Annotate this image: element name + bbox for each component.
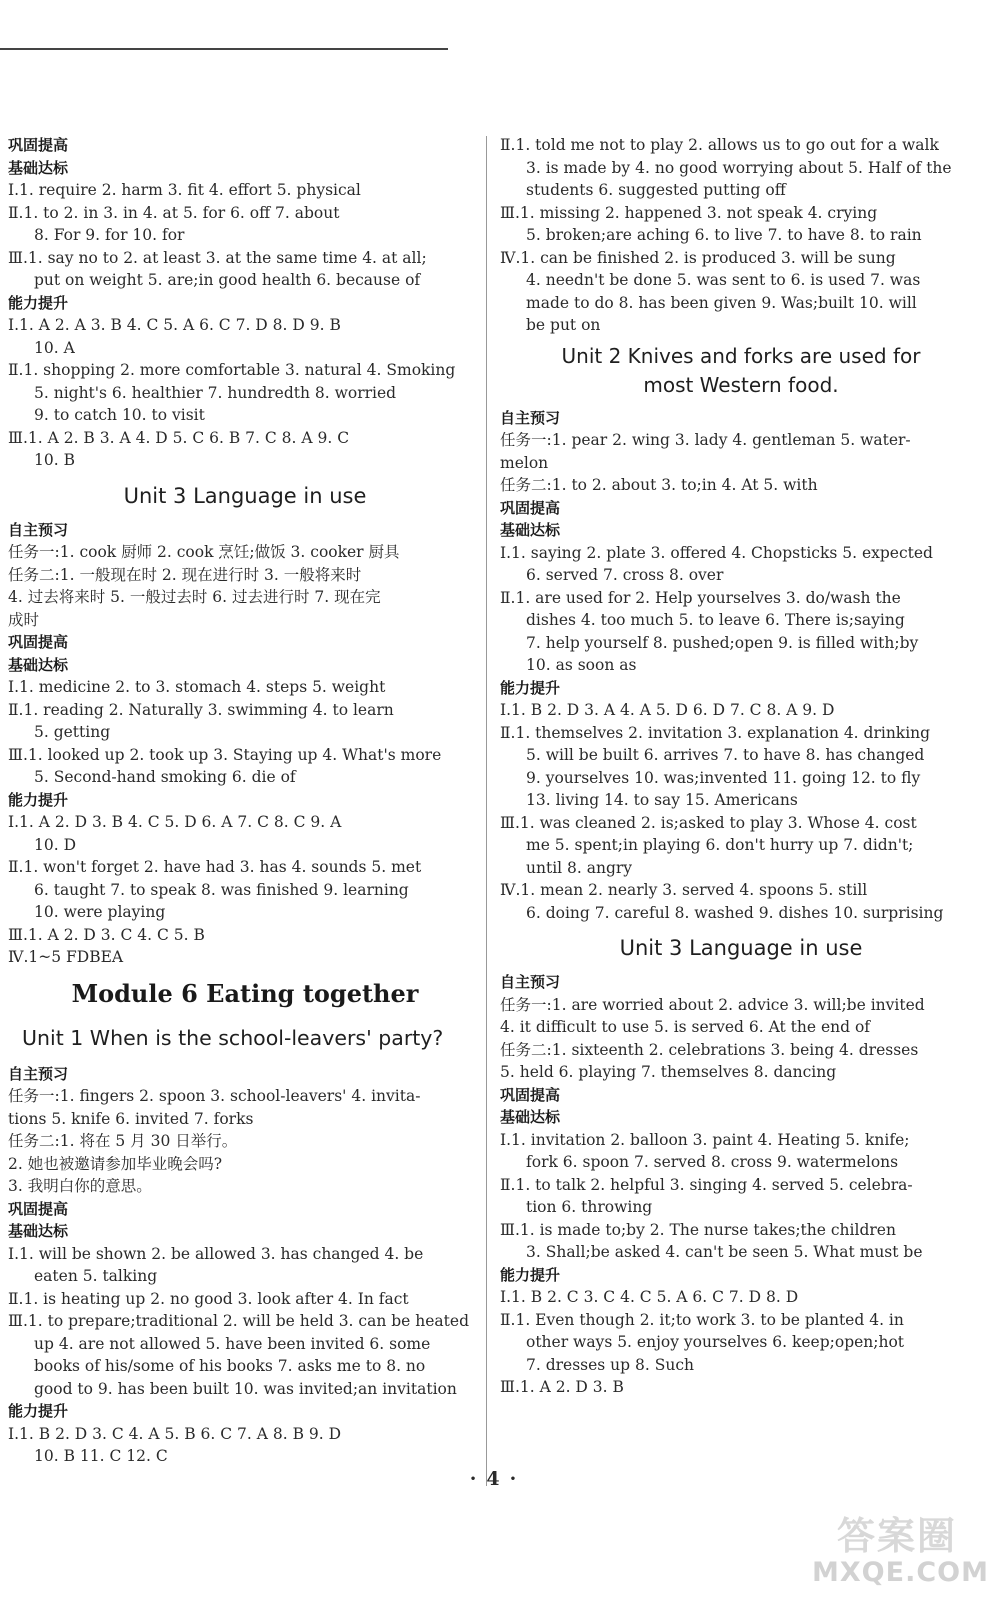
answer-line: 任务一:1. pear 2. wing 3. lady 4. gentleman 5. water-: [500, 431, 911, 449]
answer-line: Ⅰ.1. medicine 2. to 3. stomach 4. steps 5. weight: [8, 678, 386, 696]
unit-title-line: most Western food.: [643, 372, 839, 397]
watermark-site: MXQE.COM: [812, 1557, 989, 1588]
answer-line: Ⅱ.1. told me not to play 2. allows us to go out for a walk: [500, 136, 939, 154]
answer-line: 5. night's 6. healthier 7. hundredth 8. worried: [34, 383, 397, 402]
page-number-value: 4: [486, 1468, 510, 1490]
answer-line: fork 6. spoon 7. served 8. cross 9. watermelons: [526, 1153, 899, 1171]
answer-line: put on weight 5. are;in good health 6. because of: [34, 271, 421, 289]
answer-line: Ⅰ.1. A 2. A 3. B 4. C 5. A 6. C 7. D 8. D 9. B: [8, 316, 341, 334]
answer-line: 3. is made by 4. no good worrying about 5. Half of the: [526, 158, 952, 177]
answer-line: 8. For 9. for 10. for: [34, 226, 185, 244]
answer-line: Ⅱ.1. are used for 2. Help yourselves 3. do/wash the: [500, 588, 901, 607]
answer-line: made to do 8. has been given 9. Was;built 10. will: [526, 293, 917, 312]
answer-line: 6. doing 7. careful 8. washed 9. dishes 10. surprising: [526, 903, 944, 922]
answer-line: 任务二:1. sixteenth 2. celebrations 3. being 4. dresses: [500, 1040, 919, 1059]
answer-line: up 4. are not allowed 5. have been invited 6. some: [34, 1334, 431, 1353]
left-column: [8, 134, 482, 1468]
unit-title-line: Unit 2 Knives and forks are used for: [561, 343, 921, 368]
answer-line: Ⅱ.1. reading 2. Naturally 3. swimming 4. to learn: [8, 700, 394, 719]
section-subheading: 基础达标: [8, 1222, 69, 1240]
answer-line: Ⅰ.1. B 2. D 3. C 4. A 5. B 6. C 7. A 8. B 9. D: [8, 1424, 342, 1443]
page-number: ·4·: [469, 1468, 527, 1490]
section-subheading: 基础达标: [8, 655, 69, 674]
answer-line: Ⅲ.1. to prepare;traditional 2. will be held 3. can be heated: [8, 1312, 469, 1330]
answer-line: 5. Second-hand smoking 6. die of: [34, 768, 296, 786]
answer-line: Ⅲ.1. missing 2. happened 3. not speak 4. crying: [500, 203, 878, 222]
answer-line: 13. living 14. to say 15. Americans: [526, 791, 798, 809]
section-subheading: 能力提升: [500, 1265, 561, 1284]
unit-title: Unit 3 Language in use: [123, 483, 367, 508]
section-subheading: 基础达标: [500, 1108, 561, 1126]
answer-line: students 6. suggested putting off: [526, 181, 786, 199]
section-heading: 自主预习: [500, 408, 561, 427]
module-title: Module 6 Eating together: [71, 978, 419, 1008]
section-heading: 巩固提高: [8, 633, 69, 651]
answer-line: 4. 过去将来时 5. 一般过去时 6. 过去进行时 7. 现在完: [8, 588, 381, 606]
watermark: [812, 1505, 989, 1597]
section-subheading: 能力提升: [8, 790, 69, 809]
answer-line: eaten 5. talking: [34, 1267, 158, 1285]
answer-line: me 5. spent;in playing 6. don't hurry up 7. didn't;: [526, 836, 914, 854]
answer-line: Ⅳ.1. can be finished 2. is produced 3. will be sung: [500, 248, 896, 267]
answer-line: until 8. angry: [526, 858, 633, 877]
answer-line: Ⅱ.1. shopping 2. more comfortable 3. natural 4. Smoking: [8, 361, 456, 379]
answer-line: Ⅲ.1. is made to;by 2. The nurse takes;the children: [500, 1220, 896, 1239]
answer-line: 5. held 6. playing 7. themselves 8. dancing: [500, 1063, 837, 1081]
answer-line: 10. D: [34, 835, 77, 854]
answer-line: 10. A: [34, 338, 75, 357]
answer-line: books of his/some of his books 7. asks me to 8. no: [34, 1357, 426, 1375]
answer-line: 6. served 7. cross 8. over: [526, 566, 724, 584]
answer-line: 任务一:1. are worried about 2. advice 3. will;be invited: [500, 995, 925, 1014]
answer-line: 成时: [8, 610, 40, 629]
answer-line: 任务二:1. 一般现在时 2. 现在进行时 3. 一般将来时: [8, 565, 362, 584]
answer-line: 5. broken;are aching 6. to live 7. to have 8. to rain: [526, 226, 922, 244]
section-subheading: 基础达标: [500, 521, 561, 539]
answer-line: Ⅱ.1. is heating up 2. no good 3. look after 4. In fact: [8, 1289, 409, 1308]
answer-line: Ⅰ.1. A 2. D 3. B 4. C 5. D 6. A 7. C 8. C 9. A: [8, 813, 342, 831]
answer-line: Ⅲ.1. looked up 2. took up 3. Staying up 4. What's more: [8, 745, 442, 764]
column-divider: [486, 136, 487, 1486]
section-heading: 巩固提高: [500, 498, 561, 517]
answer-line: 10. B 11. C 12. C: [34, 1447, 168, 1465]
answer-line: good to 9. has been built 10. was invited;an invitation: [34, 1379, 457, 1398]
answer-line: Ⅰ.1. require 2. harm 3. fit 4. effort 5. physical: [8, 181, 361, 199]
answer-line: 10. were playing: [34, 903, 166, 921]
answer-line: be put on: [526, 316, 601, 334]
answer-line: Ⅱ.1. to 2. in 3. in 4. at 5. for 6. off 7. about: [8, 203, 340, 222]
section-heading: 自主预习: [8, 520, 69, 539]
answer-line: Ⅱ.1. themselves 2. invitation 3. explanation 4. drinking: [500, 723, 931, 742]
answer-line: 任务一:1. cook 厨师 2. cook 烹饪;做饭 3. cooker 厨具: [8, 543, 400, 561]
answer-line: 2. 她也被邀请参加毕业晚会吗?: [8, 1154, 223, 1173]
section-subheading: 能力提升: [8, 293, 69, 312]
answer-line: 3. Shall;be asked 4. can't be seen 5. What must be: [526, 1243, 923, 1261]
answer-line: 3. 我明白你的意思。: [8, 1177, 152, 1195]
section-subheading: 能力提升: [500, 678, 561, 697]
answer-line: Ⅰ.1. invitation 2. balloon 3. paint 4. Heating 5. knife;: [500, 1130, 910, 1149]
watermark-logo: 答案圈: [836, 1514, 957, 1558]
answer-line: Ⅳ.1. mean 2. nearly 3. served 4. spoons 5. still: [500, 881, 868, 899]
answer-line: 4. needn't be done 5. was sent to 6. is used 7. was: [526, 271, 921, 289]
section-heading: 巩固提高: [500, 1085, 561, 1104]
answer-line: 10. as soon as: [526, 656, 637, 674]
answer-line: 7. help yourself 8. pushed;open 9. is filled with;by: [526, 633, 919, 652]
answer-line: tion 6. throwing: [526, 1198, 653, 1216]
answer-line: 6. taught 7. to speak 8. was finished 9. learning: [34, 880, 409, 899]
unit-title: Unit 3 Language in use: [619, 936, 863, 960]
answer-line: 9. yourselves 10. was;invented 11. going 12. to fly: [526, 768, 921, 787]
section-heading: 巩固提高: [8, 1199, 69, 1218]
section-subheading: 基础达标: [8, 158, 69, 177]
answer-line: dishes 4. too much 5. to leave 6. There is;saying: [526, 611, 905, 629]
right-column: [500, 134, 982, 1399]
section-subheading: 能力提升: [8, 1402, 69, 1420]
answer-line: melon: [500, 453, 549, 472]
answer-line: Ⅰ.1. B 2. D 3. A 4. A 5. D 6. D 7. C 8. A 9. D: [500, 701, 835, 719]
answer-line: Ⅱ.1. won't forget 2. have had 3. has 4. sounds 5. met: [8, 858, 422, 876]
answer-line: 7. dresses up 8. Such: [526, 1355, 694, 1374]
answer-line: Ⅲ.1. A 2. B 3. A 4. D 5. C 6. B 7. C 8. A 9. C: [8, 428, 350, 447]
answer-line: Ⅲ.1. say no to 2. at least 3. at the same time 4. at all;: [8, 248, 427, 267]
answer-line: 5. will be built 6. arrives 7. to have 8. has changed: [526, 746, 925, 764]
answer-line: 9. to catch 10. to visit: [34, 406, 205, 424]
answer-line: Ⅰ.1. will be shown 2. be allowed 3. has changed 4. be: [8, 1244, 424, 1263]
answer-line: Ⅳ.1~5 FDBEA: [8, 948, 124, 966]
answer-line: 任务一:1. fingers 2. spoon 3. school-leavers' 4. invita-: [8, 1087, 421, 1105]
answer-line: tions 5. knife 6. invited 7. forks: [8, 1109, 254, 1128]
unit-title: Unit 1 When is the school-leavers' party?: [22, 1025, 444, 1050]
answer-line: 任务二:1. to 2. about 3. to;in 4. At 5. with: [500, 476, 818, 494]
answer-line: Ⅲ.1. A 2. D 3. C 4. C 5. B: [8, 925, 205, 944]
top-rule: [0, 48, 448, 50]
answer-line: Ⅱ.1. to talk 2. helpful 3. singing 4. served 5. celebra-: [500, 1175, 913, 1194]
section-heading: 巩固提高: [8, 136, 69, 154]
unit-title: [500, 342, 982, 400]
answer-line: Ⅰ.1. B 2. C 3. C 4. C 5. A 6. C 7. D 8. D: [500, 1288, 799, 1306]
answer-line: other ways 5. enjoy yourselves 6. keep;open;hot: [526, 1333, 905, 1351]
answer-line: 任务二:1. 将在 5 月 30 日举行。: [8, 1132, 238, 1150]
answer-line: 10. B: [34, 451, 75, 469]
answer-line: 5. getting: [34, 723, 111, 741]
section-heading: 自主预习: [500, 973, 561, 991]
answer-line: 4. it difficult to use 5. is served 6. At the end of: [500, 1018, 871, 1036]
answer-line: Ⅱ.1. Even though 2. it;to work 3. to be planted 4. in: [500, 1310, 904, 1329]
answer-line: Ⅲ.1. A 2. D 3. B: [500, 1378, 624, 1396]
answer-line: Ⅲ.1. was cleaned 2. is;asked to play 3. Whose 4. cost: [500, 813, 917, 832]
answer-line: Ⅰ.1. saying 2. plate 3. offered 4. Chopsticks 5. expected: [500, 543, 933, 562]
section-heading: 自主预习: [8, 1064, 69, 1083]
